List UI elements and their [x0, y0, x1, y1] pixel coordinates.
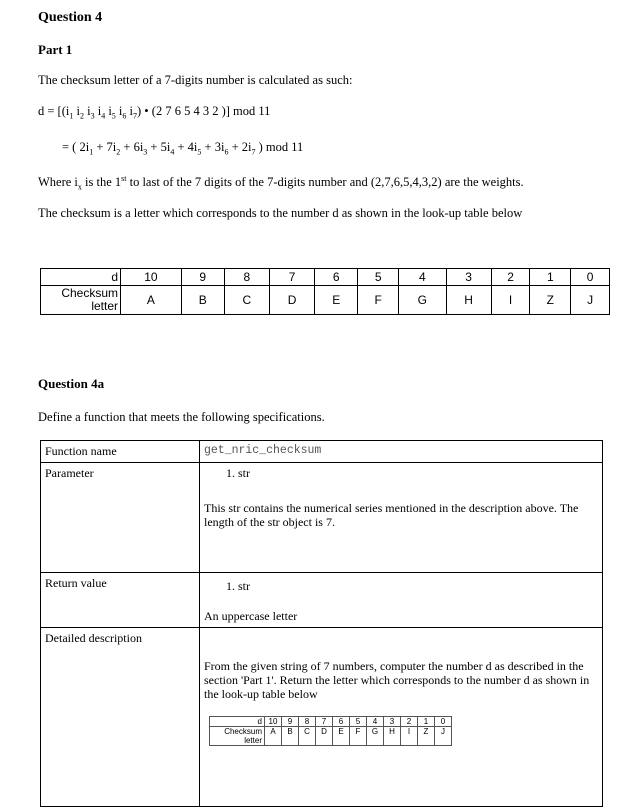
- lookup-number: 1: [530, 269, 571, 286]
- sub-7: 7: [133, 111, 138, 121]
- formula-2-prefix: = (: [62, 140, 80, 154]
- small-lookup-table: [209, 716, 452, 746]
- sub-5: 5: [111, 111, 116, 121]
- sub: 6: [224, 147, 229, 157]
- lookup-d-header: d: [41, 269, 121, 286]
- lookup-letter: H: [446, 286, 491, 315]
- lookup-number: 3: [446, 269, 491, 286]
- small-letter: E: [333, 727, 350, 746]
- intro-text: The checksum letter of a 7-digits number is calculated as such:: [38, 73, 353, 87]
- small-number: 10: [265, 717, 282, 727]
- lookup-number: 5: [358, 269, 399, 286]
- sub-2: 2: [79, 111, 84, 121]
- small-number: 5: [350, 717, 367, 727]
- small-number: 2: [401, 717, 418, 727]
- sub: 3: [143, 147, 148, 157]
- function-name-value: [200, 441, 603, 463]
- small-number: 9: [282, 717, 299, 727]
- small-number-row: [210, 717, 452, 727]
- question-heading: Question 4: [38, 10, 103, 25]
- lookup-letter-row: [41, 286, 610, 315]
- detailed-cell: [200, 628, 603, 807]
- small-letter-header: Checksum letter: [210, 727, 265, 746]
- small-letter: J: [435, 727, 452, 746]
- lookup-number-row: [41, 269, 610, 286]
- lookup-number: 0: [571, 269, 610, 286]
- lookup-letter: B: [181, 286, 224, 315]
- sub-6: 6: [122, 111, 127, 121]
- lookup-letter: J: [571, 286, 610, 315]
- small-number: 4: [367, 717, 384, 727]
- spec-row-return: [41, 573, 603, 628]
- sub-3: 3: [90, 111, 95, 121]
- return-cell: [200, 573, 603, 628]
- small-letter: F: [350, 727, 367, 746]
- function-name-code: get_nric_checksum: [204, 444, 322, 457]
- sub: 5: [197, 147, 202, 157]
- lookup-letter: E: [315, 286, 358, 315]
- spec-row-parameter: [41, 463, 603, 573]
- sub-1: 1: [69, 111, 74, 121]
- term: 2i: [79, 140, 90, 154]
- sub: 1: [89, 147, 94, 157]
- small-number: 1: [418, 717, 435, 727]
- lookup-number: 9: [181, 269, 224, 286]
- define-text: Define a function that meets the following specifications.: [38, 410, 325, 424]
- term: 2i: [241, 140, 252, 154]
- return-label: Return value: [41, 573, 200, 628]
- lookup-letter: D: [270, 286, 315, 315]
- parameter-label: Parameter: [41, 463, 200, 573]
- small-letter: Z: [418, 727, 435, 746]
- lookup-number: 10: [121, 269, 182, 286]
- where-text: [38, 174, 524, 192]
- small-d-header: d: [210, 717, 265, 727]
- where-a: Where i: [38, 175, 78, 190]
- formula-1-suffix: ) • (2 7 6 5 4 3 2 )] mod 11: [137, 104, 271, 118]
- term: 7i: [106, 140, 117, 154]
- lookup-letter: G: [399, 286, 446, 315]
- detailed-description: From the given string of 7 numbers, computer the number d as described in the section 'Part 1'. Return the letter which corresponds to the number d as shown in the look-up table below: [204, 659, 590, 701]
- sub: 4: [170, 147, 175, 157]
- small-number: 7: [316, 717, 333, 727]
- lookup-letter: A: [121, 286, 182, 315]
- lookup-letter: C: [224, 286, 269, 315]
- small-letter: A: [265, 727, 282, 746]
- lookup-letter-header: Checksum letter: [41, 286, 121, 315]
- lookup-number: 6: [315, 269, 358, 286]
- small-letter: H: [384, 727, 401, 746]
- lookup-number: 4: [399, 269, 446, 286]
- detailed-label: Detailed description: [41, 628, 200, 807]
- small-letter: G: [367, 727, 384, 746]
- small-letter: C: [299, 727, 316, 746]
- formula-line-2: = ( $2i_1 + 7i_2 + 6i_3 + 5i_4 + 4i_5 + 3i_6 + 2i_7$ ) mod 11: [62, 140, 304, 157]
- spec-row-detailed: [41, 628, 603, 807]
- term: 4i: [187, 140, 198, 154]
- sub-4: 4: [101, 111, 106, 121]
- function-name-label: Function name: [41, 441, 200, 463]
- small-letter: D: [316, 727, 333, 746]
- small-number: 6: [333, 717, 350, 727]
- term: 5i: [160, 140, 171, 154]
- question-4a-heading: Question 4a: [38, 376, 105, 391]
- parameter-item: 1. str: [226, 466, 250, 480]
- small-number: 0: [435, 717, 452, 727]
- small-letter: B: [282, 727, 299, 746]
- lookup-letter: Z: [530, 286, 571, 315]
- lookup-number: 8: [224, 269, 269, 286]
- return-description: An uppercase letter: [204, 609, 298, 623]
- parameter-description: This str contains the numerical series mentioned in the description above. The length of the str object is 7.: [204, 501, 579, 529]
- part-heading: Part 1: [38, 42, 73, 57]
- small-number: 3: [384, 717, 401, 727]
- spec-row-function-name: [41, 441, 603, 463]
- where-sup: st: [121, 174, 127, 183]
- lookup-number: 7: [270, 269, 315, 286]
- term: 6i: [133, 140, 144, 154]
- small-number: 8: [299, 717, 316, 727]
- small-letter: I: [401, 727, 418, 746]
- spec-table: [40, 440, 603, 807]
- term: 3i: [214, 140, 225, 154]
- where-c: to last of the 7 digits of the 7-digits number and (2,7,6,5,4,3,2) are the weights.: [126, 175, 524, 190]
- parameter-cell: [200, 463, 603, 573]
- return-item: 1. str: [226, 579, 250, 593]
- lookup-letter: I: [491, 286, 530, 315]
- lookup-number: 2: [491, 269, 530, 286]
- sub: 2: [116, 147, 121, 157]
- formula-2-suffix: ) mod 11: [255, 140, 304, 154]
- formula-1-prefix: d = [(i: [38, 104, 70, 118]
- lookup-intro: The checksum is a letter which corresponds to the number d as shown in the look-up table below: [38, 206, 523, 220]
- small-letter-row: [210, 727, 452, 746]
- formula-line-1: $d = [(i_1$ $i_2$ $i_3$ $i_4$ $i_5$ $i_6$ $i_7$) • (2 7 6 5 4 3 2 )] mod 11: [38, 104, 271, 121]
- sub: 7: [251, 147, 256, 157]
- where-b: is the 1: [81, 175, 122, 190]
- lookup-table: [40, 268, 610, 315]
- lookup-letter: F: [358, 286, 399, 315]
- where-sub: x: [77, 182, 82, 192]
